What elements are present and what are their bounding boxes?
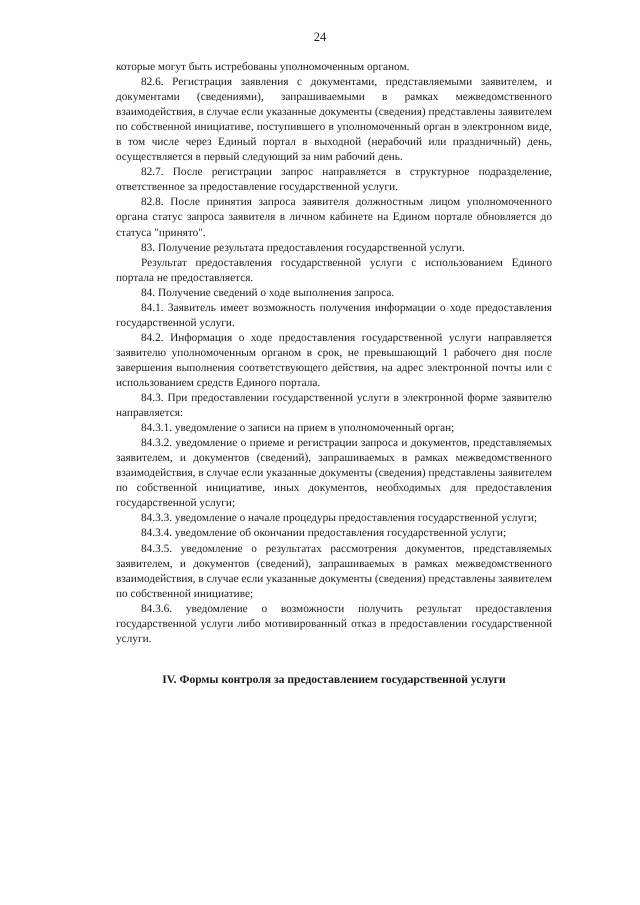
paragraph-84-3-4: 84.3.4. уведомление об окончании предоставления государственной услуги;: [141, 527, 507, 540]
paragraph-83: 83. Получение результата предоставления государственной услуги.: [141, 241, 465, 254]
paragraph-continuation: которые могут быть истребованы уполномоченным органом.: [116, 61, 410, 73]
paragraph-84-3-5: 84.3.5. уведомление о результатах рассмотрения документов, представляемых заявителем, и документов (сведений), запрашиваемых в рамках межведомственного взаимодействия, в случае если указанные документы (сведения) представлены заявителем по собственной инициативе;: [116, 542, 552, 600]
paragraph-84-3-3: 84.3.3. уведомление о начале процедуры предоставления государственной услуги;: [141, 512, 538, 525]
page-number: 24: [313, 30, 327, 44]
paragraph-82-7: 82.7. После регистрации запрос направляется в структурное подразделение, ответственное за предоставление государственной услуги.: [116, 166, 552, 194]
paragraph-82-6: 82.6. Регистрация заявления с документами, представляемыми заявителем, и документами (сведениями), запрашиваемыми в рамках межведомственного взаимодействия, в случае если указанные документы (сведения) представлены заявителем по собственной инициативе, поступившего в уполномоченный орган в электронном виде, в том числе через Единый портал в выходной (нерабочий или праздничный) день, осуществляется в первый следующий за ним рабочий день.: [116, 76, 552, 164]
paragraph-84-3-1: 84.3.1. уведомление о записи на прием в уполномоченный орган;: [141, 422, 455, 435]
paragraph-84: 84. Получение сведений о ходе выполнения запроса.: [141, 286, 395, 299]
paragraph-84-3-6: 84.3.6. уведомление о возможности получить результат предоставления государственной услуги либо мотивированный отказ в предоставлении государственной услуги.: [116, 602, 552, 645]
paragraph-84-1: 84.1. Заявитель имеет возможность получения информации о ходе предоставления государственной услуги.: [116, 301, 552, 329]
paragraph-84-3-2: 84.3.2. уведомление о приеме и регистрации запроса и документов, представляемых заявителем, и документов (сведений), запрашиваемых в рамках межведомственного взаимодействия, в случае если указанные документы (сведения) представлены заявителем по собственной инициативе, иных документов, необходимых для предоставления государственной услуги;: [116, 437, 552, 510]
section-heading: IV. Формы контроля за предоставлением государственной услуги: [162, 673, 506, 686]
paragraph-84-2: 84.2. Информация о ходе предоставления государственной услуги направляется заявителю уполномоченным органом в срок, не превышающий 1 рабочего дня после завершения выполнения соответствующего действия, на адрес электронной почты или с использованием средств Единого портала.: [116, 331, 552, 389]
paragraph-83-result: Результат предоставления государственной услуги с использованием Единого портала не предоставляется.: [116, 256, 552, 284]
paragraph-82-8: 82.8. После принятия запроса заявителя должностным лицом уполномоченного органа статус запроса заявителя в личном кабинете на Едином портале обновляется до статуса "принято".: [116, 196, 552, 239]
paragraph-84-3: 84.3. При предоставлении государственной услуги в электронной форме заявителю направляется:: [116, 392, 552, 420]
document-body: [116, 60, 552, 647]
